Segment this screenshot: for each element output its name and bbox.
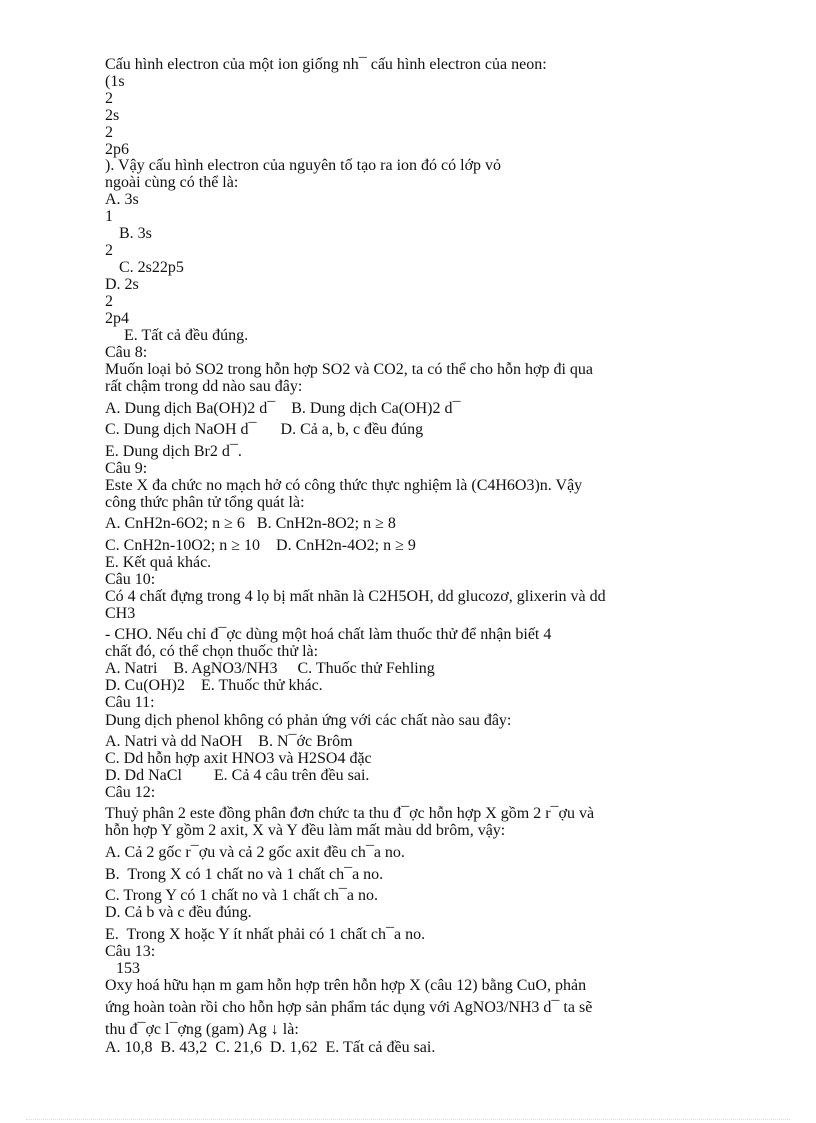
- text-line: thu đ¯ợc l¯ợng (gam) Ag ↓ là:: [105, 1021, 299, 1038]
- question-heading: Câu 12:: [105, 784, 156, 801]
- text-line: - CHO. Nếu chỉ đ¯ợc dùng một hoá chất làm thuốc thử để nhận biết 4: [105, 626, 552, 643]
- text-line: A. CnH2n-6O2; n ≥ 6 B. CnH2n-8O2; n ≥ 8: [105, 515, 396, 532]
- text-line: C. Dung dịch NaOH d¯ D. Cả a, b, c đều đúng: [105, 421, 424, 438]
- text-line: A. Cả 2 gốc r¯ợu và cả 2 gốc axit đều ch¯a no.: [105, 844, 405, 861]
- text-line: C. CnH2n-10O2; n ≥ 10 D. CnH2n-4O2; n ≥ 9: [105, 537, 416, 554]
- page-bottom-rule: [26, 1119, 790, 1120]
- text-line: E. Dung dịch Br2 d¯.: [105, 443, 242, 460]
- question-heading: Câu 8:: [105, 344, 148, 361]
- page-number: 153: [116, 960, 140, 977]
- text-line: D. Cả b và c đều đúng.: [105, 904, 252, 921]
- text-line: D. Dd NaCl E. Cả 4 câu trên đều sai.: [105, 767, 370, 784]
- text-line: công thức phân tử tổng quát là:: [105, 494, 305, 511]
- text-line: Este X đa chức no mạch hở có công thức thực nghiệm là (C4H6O3)n. Vậy: [105, 477, 583, 494]
- text-line: D. Cu(OH)2 E. Thuốc thử khác.: [105, 677, 323, 694]
- text-line: B. Trong X có 1 chất no và 1 chất ch¯a no.: [105, 866, 384, 883]
- text-line: 2p4: [105, 310, 129, 327]
- text-line: A. 3s: [105, 191, 139, 208]
- question-heading: Câu 9:: [105, 460, 148, 477]
- text-line: C. 2s22p5: [119, 259, 184, 276]
- text-line: CH3: [105, 605, 136, 622]
- question-heading: Câu 10:: [105, 571, 156, 588]
- text-line: A. Natri và dd NaOH B. N¯ớc Brôm: [105, 733, 353, 750]
- text-line: ngoài cùng có thể là:: [105, 174, 239, 191]
- text-line: A. Natri B. AgNO3/NH3 C. Thuốc thử Fehling: [105, 660, 435, 677]
- text-line: E. Tất cả đều đúng.: [124, 327, 249, 344]
- text-line: D. 2s: [105, 276, 139, 293]
- text-line: E. Kết quả khác.: [105, 554, 212, 571]
- text-line: chất đó, có thể chọn thuốc thử là:: [105, 643, 319, 660]
- text-line: C. Dd hỗn hợp axit HNO3 và H2SO4 đặc: [105, 750, 372, 767]
- text-line: hỗn hợp Y gồm 2 axit, X và Y đều làm mất màu dd brôm, vậy:: [105, 822, 506, 839]
- text-line: A. 10,8 B. 43,2 C. 21,6 D. 1,62 E. Tất cả đều sai.: [105, 1039, 436, 1056]
- text-line: Cấu hình electron của một ion giống nh¯ cấu hình electron của neon:: [105, 56, 547, 73]
- text-line: Thuỷ phân 2 este đồng phân đơn chức ta thu đ¯ợc hỗn hợp X gồm 2 r¯ợu và: [105, 805, 595, 822]
- text-line: B. 3s: [119, 225, 152, 242]
- text-line: 1: [105, 208, 113, 225]
- question-heading: Câu 13:: [105, 943, 156, 960]
- text-line: Có 4 chất đựng trong 4 lọ bị mất nhãn là C2H5OH, dd glucozơ, glixerin và dd: [105, 588, 606, 605]
- text-line: A. Dung dịch Ba(OH)2 d¯ B. Dung dịch Ca(OH)2 d¯: [105, 400, 461, 417]
- text-line: 2: [105, 242, 113, 259]
- text-line: (1s: [105, 73, 125, 90]
- text-line: 2: [105, 293, 113, 310]
- text-line: ). Vậy cấu hình electron của nguyên tố tạo ra ion đó có lớp vỏ: [105, 157, 502, 174]
- text-line: E. Trong X hoặc Y ít nhất phải có 1 chất ch¯a no.: [105, 926, 426, 943]
- text-line: Oxy hoá hữu hạn m gam hỗn hợp trên hỗn hợp X (câu 12) bằng CuO, phản: [105, 977, 587, 994]
- text-line: 2s: [105, 107, 120, 124]
- text-line: Dung dịch phenol không có phản ứng với các chất nào sau đây:: [105, 712, 512, 729]
- text-line: 2: [105, 90, 113, 107]
- text-line: rất chậm trong dd nào sau đây:: [105, 378, 303, 395]
- text-line: ứng hoàn toàn rồi cho hỗn hợp sản phẩm tác dụng với AgNO3/NH3 d¯ ta sẽ: [105, 999, 593, 1016]
- text-line: Muốn loại bỏ SO2 trong hỗn hợp SO2 và CO2, ta có thể cho hỗn hợp đi qua: [105, 361, 593, 378]
- text-line: 2: [105, 124, 113, 141]
- text-line: C. Trong Y có 1 chất no và 1 chất ch¯a no.: [105, 887, 378, 904]
- question-heading: Câu 11:: [105, 694, 155, 711]
- text-line: 2p6: [105, 141, 129, 158]
